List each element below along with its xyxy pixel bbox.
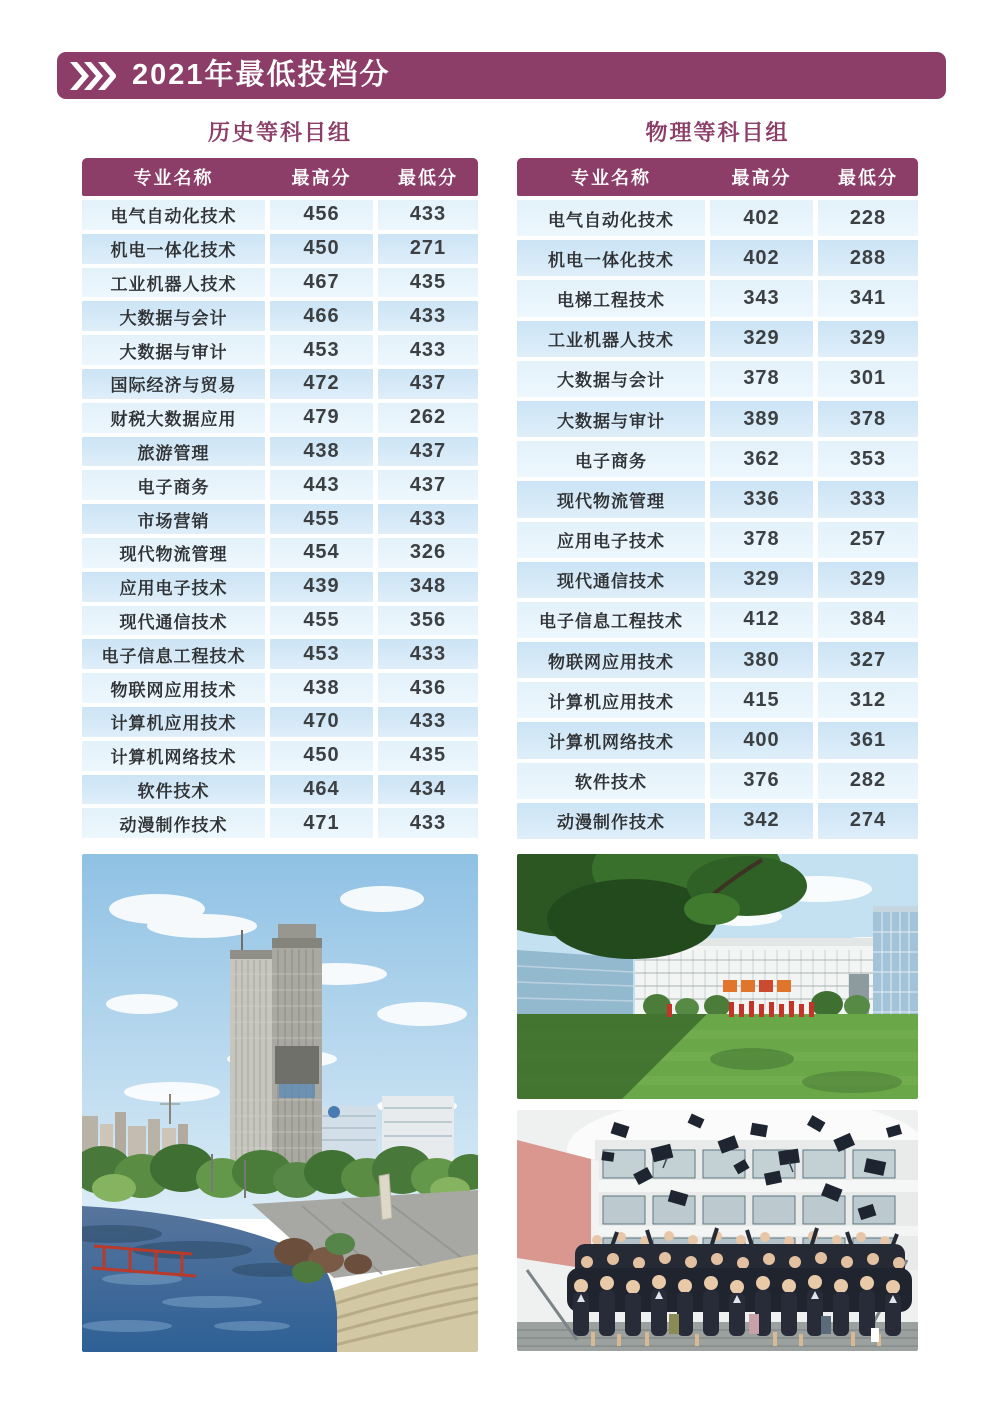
cell-max: 455: [270, 504, 373, 534]
table-row: [82, 437, 478, 467]
table-row: [82, 470, 478, 500]
cell-max: 438: [270, 673, 373, 703]
cell-major: 电梯工程技术: [517, 280, 705, 316]
cell-major: 软件技术: [517, 763, 705, 799]
cell-min: 437: [378, 369, 478, 399]
table-row: [82, 403, 478, 433]
cell-min: 327: [818, 642, 918, 678]
table-row: [82, 504, 478, 534]
table-header: [517, 158, 918, 196]
cell-max: 472: [270, 369, 373, 399]
cell-min: 312: [818, 682, 918, 718]
cell-min: 434: [378, 775, 478, 805]
table-row: [82, 572, 478, 602]
cell-min: 341: [818, 280, 918, 316]
cell-major: 应用电子技术: [82, 572, 265, 602]
table-header: [82, 158, 478, 196]
cell-min: 353: [818, 441, 918, 477]
table-row: [517, 240, 918, 276]
table-row: [517, 722, 918, 758]
cell-min: 433: [378, 707, 478, 737]
cell-max: 389: [710, 401, 813, 437]
cell-max: 343: [710, 280, 813, 316]
cell-min: 433: [378, 335, 478, 365]
cell-max: 342: [710, 803, 813, 839]
physics-scores-table: [517, 158, 918, 839]
cell-max: 454: [270, 538, 373, 568]
table-row: [517, 602, 918, 638]
cell-major: 计算机网络技术: [517, 722, 705, 758]
cell-max: 378: [710, 361, 813, 397]
table-row: [82, 707, 478, 737]
left-building: [517, 950, 633, 1016]
table-row: [82, 369, 478, 399]
cell-min: 356: [378, 606, 478, 636]
section-title-history: 历史等科目组: [207, 119, 352, 145]
cell-major: 大数据与审计: [517, 401, 705, 437]
cell-max: 412: [710, 602, 813, 638]
table-row: [82, 234, 478, 264]
cell-max: 470: [270, 707, 373, 737]
cell-major: 现代通信技术: [82, 606, 265, 636]
cell-min: 333: [818, 481, 918, 517]
cell-max: 455: [270, 606, 373, 636]
cell-min: 433: [378, 808, 478, 838]
cell-major: 大数据与审计: [82, 335, 265, 365]
cell-min: 262: [378, 403, 478, 433]
column-header-max: 最高分: [731, 168, 792, 188]
cell-major: 机电一体化技术: [517, 240, 705, 276]
cell-min: 433: [378, 200, 478, 230]
campus-lawn-and-buildings-photo: [517, 854, 918, 1099]
cell-min: 437: [378, 437, 478, 467]
column-header-major: 专业名称: [133, 168, 214, 188]
cell-min: 301: [818, 361, 918, 397]
page-title-banner: [57, 52, 946, 99]
cell-major: 财税大数据应用: [82, 403, 265, 433]
cell-max: 466: [270, 301, 373, 331]
cell-max: 479: [270, 403, 373, 433]
cell-min: 348: [378, 572, 478, 602]
table-row: [82, 538, 478, 568]
campus-lake-and-tower-photo: [82, 854, 478, 1352]
table-row: [517, 200, 918, 236]
cell-max: 467: [270, 268, 373, 298]
cell-max: 380: [710, 642, 813, 678]
cell-major: 电子信息工程技术: [82, 639, 265, 669]
cell-min: 329: [818, 321, 918, 357]
cell-major: 电子商务: [517, 441, 705, 477]
cell-major: 大数据与会计: [82, 301, 265, 331]
table-row: [82, 741, 478, 771]
cell-max: 439: [270, 572, 373, 602]
table-row: [517, 280, 918, 316]
cell-min: 436: [378, 673, 478, 703]
double-chevron-right-icon: [70, 62, 116, 90]
cell-min: 433: [378, 504, 478, 534]
table-row: [517, 803, 918, 839]
cell-major: 物联网应用技术: [517, 642, 705, 678]
table-body: [517, 200, 918, 839]
cell-min: 271: [378, 234, 478, 264]
cell-major: 旅游管理: [82, 437, 265, 467]
cell-min: 361: [818, 722, 918, 758]
cell-min: 433: [378, 301, 478, 331]
cell-max: 402: [710, 240, 813, 276]
table-row: [517, 642, 918, 678]
cell-max: 471: [270, 808, 373, 838]
table-row: [82, 808, 478, 838]
cell-major: 动漫制作技术: [517, 803, 705, 839]
cell-major: 计算机应用技术: [517, 682, 705, 718]
cell-min: 435: [378, 741, 478, 771]
cell-min: 288: [818, 240, 918, 276]
cell-max: 329: [710, 562, 813, 598]
cell-major: 电子信息工程技术: [517, 602, 705, 638]
cell-max: 362: [710, 441, 813, 477]
cell-max: 456: [270, 200, 373, 230]
table-row: [517, 562, 918, 598]
table-row: [517, 441, 918, 477]
table-row: [517, 682, 918, 718]
cell-major: 机电一体化技术: [82, 234, 265, 264]
cell-major: 工业机器人技术: [517, 321, 705, 357]
cell-major: 现代通信技术: [517, 562, 705, 598]
cell-max: 453: [270, 335, 373, 365]
cell-min: 384: [818, 602, 918, 638]
cell-min: 274: [818, 803, 918, 839]
table-row: [82, 200, 478, 230]
glass-tower: [873, 906, 918, 1032]
cell-max: 464: [270, 775, 373, 805]
cell-max: 336: [710, 481, 813, 517]
table-row: [517, 522, 918, 558]
table-body: [82, 200, 478, 838]
page-title: 2021年最低投档分: [132, 59, 391, 91]
cell-major: 应用电子技术: [517, 522, 705, 558]
cell-major: 大数据与会计: [517, 361, 705, 397]
table-row: [517, 361, 918, 397]
column-header-min: 最低分: [838, 168, 898, 188]
cell-min: 437: [378, 470, 478, 500]
cell-max: 443: [270, 470, 373, 500]
cell-min: 257: [818, 522, 918, 558]
cell-max: 402: [710, 200, 813, 236]
cell-max: 376: [710, 763, 813, 799]
table-row: [82, 775, 478, 805]
cell-major: 现代物流管理: [82, 538, 265, 568]
cell-max: 438: [270, 437, 373, 467]
cell-major: 电子商务: [82, 470, 265, 500]
cell-min: 326: [378, 538, 478, 568]
cell-major: 工业机器人技术: [82, 268, 265, 298]
cell-max: 450: [270, 234, 373, 264]
section-title-physics: 物理等科目组: [645, 119, 790, 145]
table-row: [82, 301, 478, 331]
table-row: [517, 401, 918, 437]
column-header-min: 最低分: [398, 168, 458, 188]
cell-min: 435: [378, 268, 478, 298]
cell-max: 378: [710, 522, 813, 558]
cell-major: 市场营销: [82, 504, 265, 534]
cell-major: 动漫制作技术: [82, 808, 265, 838]
cell-major: 计算机应用技术: [82, 707, 265, 737]
column-header-max: 最高分: [291, 168, 352, 188]
table-row: [82, 639, 478, 669]
cell-major: 电气自动化技术: [82, 200, 265, 230]
cell-min: 329: [818, 562, 918, 598]
table-row: [517, 481, 918, 517]
column-header-major: 专业名称: [571, 168, 651, 188]
cell-major: 电气自动化技术: [517, 200, 705, 236]
table-row: [517, 763, 918, 799]
table-row: [82, 673, 478, 703]
history-scores-table: [82, 158, 478, 838]
cell-min: 378: [818, 401, 918, 437]
cell-major: 现代物流管理: [517, 481, 705, 517]
cell-min: 282: [818, 763, 918, 799]
table-row: [82, 606, 478, 636]
cell-max: 450: [270, 741, 373, 771]
table-row: [82, 335, 478, 365]
cell-major: 软件技术: [82, 775, 265, 805]
cell-max: 453: [270, 639, 373, 669]
cell-max: 329: [710, 321, 813, 357]
cell-max: 415: [710, 682, 813, 718]
cell-major: 物联网应用技术: [82, 673, 265, 703]
cell-min: 433: [378, 639, 478, 669]
graduation-caps-toss-photo: [517, 1110, 918, 1351]
cell-max: 400: [710, 722, 813, 758]
table-row: [82, 268, 478, 298]
table-row: [517, 321, 918, 357]
cell-major: 计算机网络技术: [82, 741, 265, 771]
main-tower: [230, 924, 322, 1178]
cell-min: 228: [818, 200, 918, 236]
cell-major: 国际经济与贸易: [82, 369, 265, 399]
